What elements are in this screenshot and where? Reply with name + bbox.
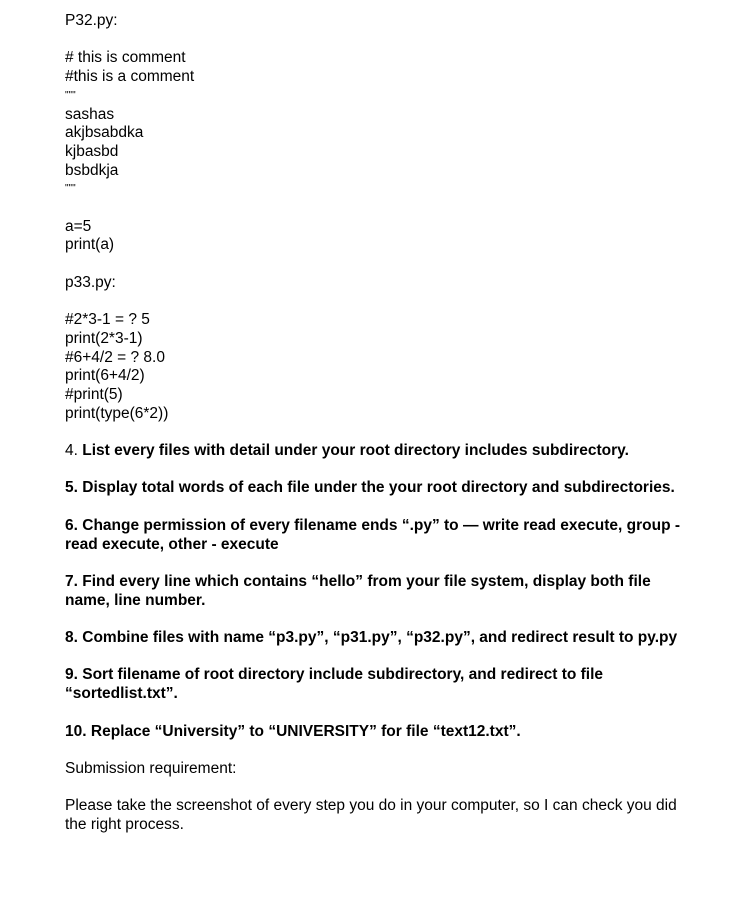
code-line: print(a) <box>65 236 115 254</box>
spacer <box>65 554 705 573</box>
question-number: 5. <box>65 479 78 497</box>
question-text: List every files with detail under your root directory includes subdirectory. <box>82 442 629 460</box>
question-text: Sort filename of root directory include subdirectory, and redirect to file “sortedlist.txt”. <box>65 666 604 703</box>
question-text: Change permission of every filename ends “.py” to — write read execute, group - read execute, other - execute <box>65 516 681 553</box>
code-line: """ <box>65 183 76 195</box>
code-line: print(2*3-1) <box>65 329 143 347</box>
document-page <box>65 12 705 835</box>
question-number: 9. <box>65 666 78 684</box>
question-4 <box>65 442 695 461</box>
submission-body: Please take the screenshot of every step you do in your computer, so I can check you did the right process. <box>65 797 677 834</box>
code-line: akjbsabdka <box>65 124 144 142</box>
code-line: print(type(6*2)) <box>65 404 169 422</box>
spacer <box>65 610 705 629</box>
question-number: 4. <box>65 442 78 460</box>
spacer <box>65 498 705 517</box>
code-line: #2*3-1 = ? 5 <box>65 311 150 329</box>
spacer <box>65 293 705 312</box>
question-6 <box>65 517 695 554</box>
question-9 <box>65 666 695 703</box>
spacer <box>65 779 705 798</box>
spacer <box>65 461 705 480</box>
question-text: Display total words of each file under the your root directory and subdirectories. <box>82 479 675 497</box>
question-10 <box>65 723 695 742</box>
code-line: bsbdkja <box>65 161 119 179</box>
spacer <box>65 199 705 218</box>
question-7 <box>65 573 695 610</box>
code-line: # this is comment <box>65 49 186 67</box>
p32-title: P32.py: <box>65 12 118 29</box>
question-number: 7. <box>65 572 78 590</box>
code-line: #this is a comment <box>65 68 195 86</box>
p33-title: p33.py: <box>65 273 116 291</box>
spacer <box>65 423 705 442</box>
spacer <box>65 704 705 723</box>
submission-heading: Submission requirement: <box>65 759 237 777</box>
question-text: Replace “University” to “UNIVERSITY” for file “text12.txt”. <box>90 722 521 740</box>
spacer <box>65 255 705 274</box>
code-line: """ <box>65 89 76 101</box>
spacer <box>65 31 705 50</box>
question-8 <box>65 629 695 648</box>
code-line: sashas <box>65 105 115 123</box>
code-line: print(6+4/2) <box>65 367 145 385</box>
question-number: 6. <box>65 516 78 534</box>
question-number: 10. <box>65 722 87 740</box>
code-line: #6+4/2 = ? 8.0 <box>65 348 165 366</box>
spacer <box>65 648 705 667</box>
question-number: 8. <box>65 629 78 647</box>
question-text: Find every line which contains “hello” from your file system, display both file name, line number. <box>65 572 651 609</box>
code-line: a=5 <box>65 217 92 235</box>
question-text: Combine files with name “p3.py”, “p31.py”, “p32.py”, and redirect result to py.py <box>82 629 678 647</box>
code-line: kjbasbd <box>65 142 119 160</box>
code-line: #print(5) <box>65 386 123 403</box>
spacer <box>65 741 705 760</box>
question-5 <box>65 479 695 498</box>
